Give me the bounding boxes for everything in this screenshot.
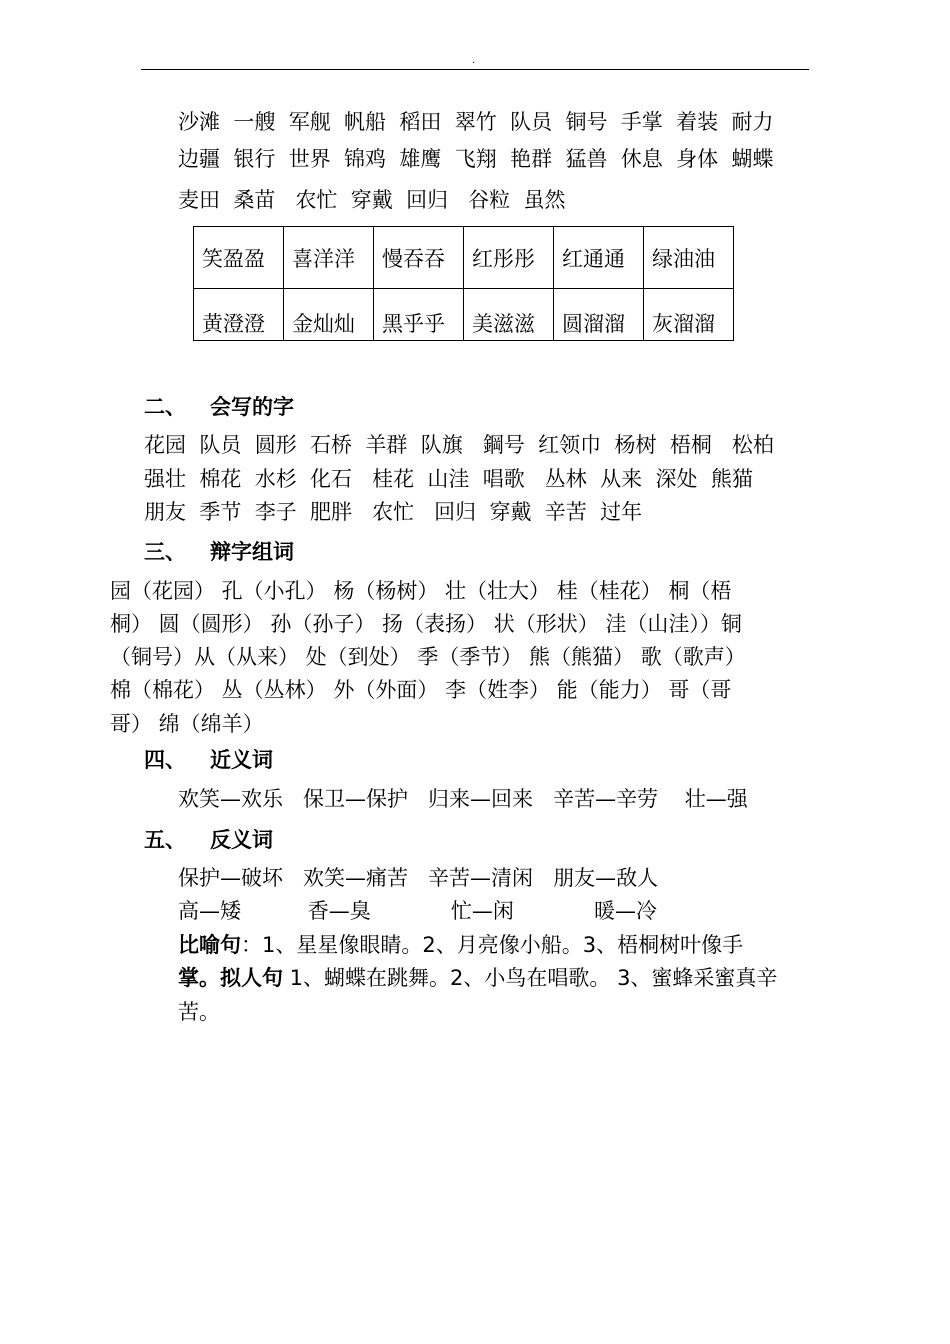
simile-line — [178, 931, 743, 959]
section2-line-1: 花园 队员 圆形 石桥 羊群 队旗 鋼号 红领巾 杨树 梧桐 松柏 — [144, 433, 774, 457]
antonym-line-2: 高—矮 香—臭 忙—闲 暖—冷 — [178, 899, 657, 923]
section3-line-1: 园（花园） 孔（小孔） 杨（杨树） 壮（壮大） 桂（桂花） 桐（梧 — [110, 579, 732, 603]
section5-title: 反义词 — [210, 828, 273, 852]
table-cell: 金灿灿 — [284, 289, 374, 341]
table-cell: 慢吞吞 — [374, 227, 464, 289]
section2-line-3: 朋友 季节 李子 肥胖 农忙 回归 穿戴 辛苦 过年 — [144, 500, 643, 524]
table-cell: 美滋滋 — [464, 289, 554, 341]
table-cell: 黑乎乎 — [374, 289, 464, 341]
personify-tail: 苦。 — [178, 1000, 220, 1024]
section5-number: 五、 — [144, 828, 186, 852]
personify-text: 1、蝴蝶在跳舞。2、小鸟在唱歌。 3、蜜蜂采蜜真辛 — [283, 966, 778, 990]
header-rule — [141, 69, 809, 70]
section2-title: 会写的字 — [210, 395, 294, 419]
table-cell: 黄澄澄 — [194, 289, 284, 341]
table-row — [194, 289, 734, 341]
table-cell: 灰溜溜 — [644, 289, 734, 341]
table-cell: 红通通 — [554, 227, 644, 289]
header-mark: . — [472, 55, 476, 66]
synonym-line: 欢笑—欢乐 保卫—保护 归来—回来 辛苦—辛劳 壮—强 — [178, 787, 748, 811]
table-cell: 喜洋洋 — [284, 227, 374, 289]
section4-number: 四、 — [144, 748, 186, 772]
section4-title: 近义词 — [210, 748, 273, 772]
table-row — [194, 227, 734, 289]
section3-line-2: 桐） 圆（圆形） 孙（孙子） 扬（表扬） 状（形状） 洼（山洼））铜 — [110, 612, 742, 636]
section3-title: 辩字组词 — [210, 540, 294, 564]
vocab-line-2: 边疆 银行 世界 锦鸡 雄鹰 飞翔 艳群 猛兽 休息 身体 蝴蝶 — [178, 147, 774, 171]
simile-tail: 掌。 — [178, 966, 220, 990]
section3-line-5: 哥） 绵（绵羊） — [110, 712, 264, 736]
personify-label: 拟人句 — [220, 966, 283, 990]
personify-line — [178, 964, 777, 992]
table-cell: 笑盈盈 — [194, 227, 284, 289]
simile-label: 比喻句 — [178, 933, 241, 957]
reduplicated-words-table — [193, 226, 734, 341]
table-cell: 绿油油 — [644, 227, 734, 289]
simile-text: ：1、星星像眼睛。2、月亮像小船。3、梧桐树叶像手 — [241, 933, 744, 957]
table-cell: 红彤彤 — [464, 227, 554, 289]
section2-line-2: 强壮 棉花 水杉 化石 桂花 山洼 唱歌 丛林 从来 深处 熊猫 — [144, 467, 753, 491]
table-cell: 圆溜溜 — [554, 289, 644, 341]
section3-line-3: （铜号）从（从来） 处（到处） 季（季节） 熊（熊猫） 歌（歌声） — [110, 645, 746, 669]
vocab-line-3: 麦田 桑苗 农忙 穿戴 回归 谷粒 虽然 — [178, 188, 566, 212]
section2-number: 二、 — [144, 395, 186, 419]
vocab-line-1: 沙滩 一艘 军舰 帆船 稻田 翠竹 队员 铜号 手掌 着装 耐力 — [178, 110, 774, 134]
antonym-line-1: 保护—破坏 欢笑—痛苦 辛苦—清闲 朋友—敌人 — [178, 866, 659, 890]
section3-line-4: 棉（棉花） 丛（丛林） 外（外面） 李（姓李） 能（能力） 哥（哥 — [110, 678, 732, 702]
section3-number: 三、 — [144, 540, 186, 564]
